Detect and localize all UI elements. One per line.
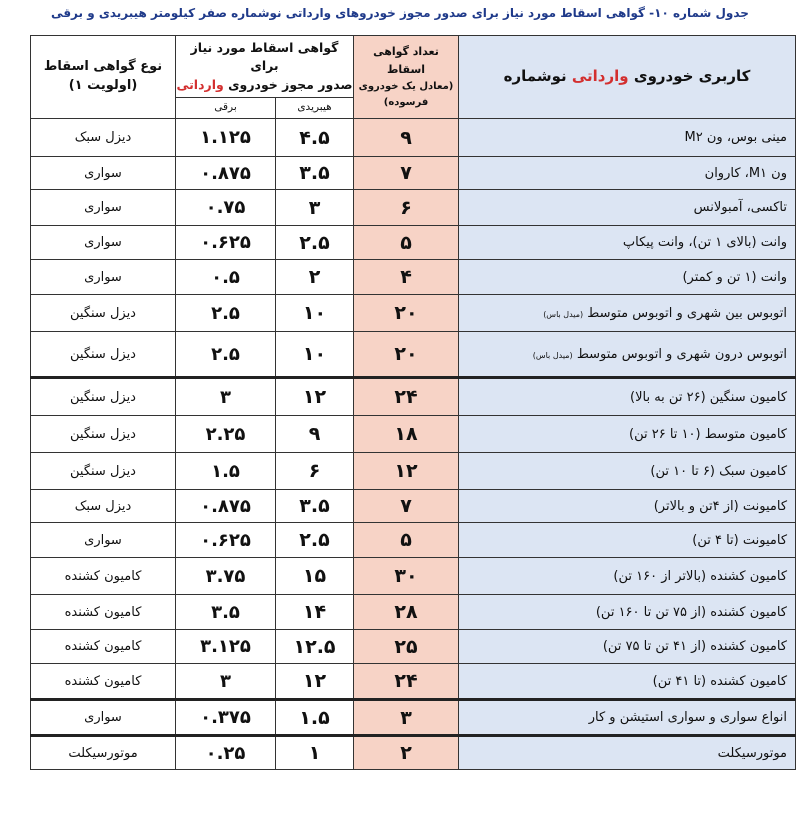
row-hybrid-text: ۲.۵ <box>299 529 330 551</box>
row-hybrid <box>276 295 354 332</box>
row-electric-text: ۰.۶۲۵ <box>200 529 251 551</box>
header-usage-suffix: نوشماره <box>503 67 572 86</box>
row-hybrid-text: ۱۴ <box>302 601 327 623</box>
row-type-text: موتورسیکلت <box>68 745 138 761</box>
row-electric-text: ۳.۵ <box>211 601 240 623</box>
row-electric <box>176 332 276 378</box>
row-type-text: سواری <box>84 269 122 285</box>
row-usage <box>459 157 796 190</box>
row-usage-text: کامیون کشنده (بالاتر از ۱۶۰ تن) <box>613 568 788 584</box>
table-caption: جدول شماره ۱۰- گواهی اسقاط مورد نیاز برای صدور مجوز خودروهای وارداتی نوشماره صفر کیلومتر هیبریدی و برقی <box>51 6 749 20</box>
row-type-text: دیزل سبک <box>74 498 132 514</box>
row-type <box>31 558 176 595</box>
row-electric-text: ۰.۳۷۵ <box>200 707 251 728</box>
row-electric-text: ۲.۵ <box>211 302 240 324</box>
table-row <box>31 595 796 630</box>
row-count <box>354 700 459 736</box>
row-electric <box>176 157 276 190</box>
scrappage-table <box>30 35 796 770</box>
row-electric <box>176 664 276 700</box>
row-type-text: کامیون کشنده <box>64 604 142 620</box>
row-electric <box>176 630 276 664</box>
row-count <box>354 119 459 157</box>
row-electric <box>176 416 276 453</box>
row-electric-text: ۲.۲۵ <box>205 423 246 445</box>
row-count <box>354 664 459 700</box>
row-count <box>354 295 459 332</box>
row-type-text: دیزل سنگین <box>70 389 136 405</box>
row-usage-text: مینی بوس، ون M۲ <box>684 130 788 145</box>
header-type-line2: (اولویت ۱) <box>68 78 138 93</box>
row-hybrid-text: ۲ <box>308 266 321 288</box>
table-row <box>31 664 796 700</box>
header-count-line3: فرسوده) <box>383 96 429 108</box>
row-hybrid-text: ۱۰ <box>302 302 327 324</box>
row-count-text: ۲۴ <box>394 670 418 692</box>
row-type-text: دیزل سبک <box>74 130 132 145</box>
row-type <box>31 119 176 157</box>
table-row <box>31 453 796 490</box>
row-usage <box>459 295 796 332</box>
row-count <box>354 332 459 378</box>
row-count-text: ۲۵ <box>394 635 418 658</box>
header-hybrid: هیبریدی <box>276 98 354 119</box>
row-type <box>31 700 176 736</box>
row-usage <box>459 664 796 700</box>
row-usage-text: اتوبوس درون شهری و اتوبوس متوسط <box>576 346 788 362</box>
row-usage <box>459 378 796 416</box>
row-hybrid <box>276 226 354 260</box>
row-hybrid <box>276 736 354 770</box>
row-hybrid <box>276 157 354 190</box>
row-hybrid <box>276 523 354 558</box>
row-type-text: سواری <box>84 235 122 250</box>
header-type-line1: نوع گواهی اسقاط <box>43 59 163 75</box>
row-electric <box>176 700 276 736</box>
row-hybrid <box>276 190 354 226</box>
row-usage <box>459 416 796 453</box>
row-electric <box>176 378 276 416</box>
table-row <box>31 226 796 260</box>
row-hybrid <box>276 332 354 378</box>
row-electric-text: ۳.۱۲۵ <box>200 636 251 657</box>
table-row <box>31 332 796 378</box>
header-offset <box>176 36 354 98</box>
row-count <box>354 157 459 190</box>
row-electric <box>176 736 276 770</box>
table-body <box>31 119 796 770</box>
row-electric-text: ۰.۵ <box>211 266 240 288</box>
row-count-text: ۶ <box>400 196 412 219</box>
header-count-line1: تعداد گواهی اسقاط <box>373 45 439 76</box>
row-usage <box>459 630 796 664</box>
row-type-text: کامیون کشنده <box>64 673 142 689</box>
row-count-text: ۳ <box>400 706 412 729</box>
row-usage <box>459 595 796 630</box>
row-hybrid <box>276 630 354 664</box>
row-electric-text: ۳.۷۵ <box>205 565 246 587</box>
row-type-text: دیزل سنگین <box>70 463 136 479</box>
row-count-text: ۲۸ <box>394 601 418 623</box>
table-row <box>31 523 796 558</box>
row-type <box>31 226 176 260</box>
row-hybrid <box>276 453 354 490</box>
row-type-text: کامیون کشنده <box>64 639 142 654</box>
row-usage <box>459 226 796 260</box>
row-count-text: ۷ <box>400 495 412 517</box>
row-type <box>31 490 176 523</box>
row-hybrid <box>276 260 354 295</box>
row-type <box>31 664 176 700</box>
row-electric-text: ۰.۸۷۵ <box>200 162 251 184</box>
table-row <box>31 700 796 736</box>
row-count <box>354 736 459 770</box>
row-count-text: ۵ <box>400 231 412 254</box>
row-type <box>31 630 176 664</box>
row-hybrid-text: ۲.۵ <box>299 231 330 254</box>
row-electric-text: ۰.۲۵ <box>205 742 246 764</box>
row-count-text: ۲ <box>400 742 412 764</box>
row-usage-text: کامیونت (تا ۴ تن) <box>692 532 788 548</box>
row-usage <box>459 119 796 157</box>
table-row <box>31 157 796 190</box>
table-row <box>31 630 796 664</box>
row-type-text: دیزل سنگین <box>70 426 136 442</box>
row-count <box>354 260 459 295</box>
header-type <box>31 36 176 119</box>
row-hybrid <box>276 664 354 700</box>
row-usage-text: ون M۱، کاروان <box>704 165 788 181</box>
header-usage <box>459 36 796 119</box>
row-count-text: ۵ <box>400 529 412 551</box>
row-usage <box>459 190 796 226</box>
row-usage-text: کامیون سنگین (۲۶ تن به بالا) <box>630 389 788 405</box>
row-usage-text: انواع سواری و سواری استیشن و کار <box>588 710 788 725</box>
header-count <box>354 36 459 119</box>
row-count <box>354 523 459 558</box>
row-electric-text: ۲.۵ <box>211 343 240 365</box>
row-electric <box>176 295 276 332</box>
row-count <box>354 630 459 664</box>
header-offset-highlight: وارداتی <box>176 76 224 92</box>
row-electric <box>176 595 276 630</box>
row-usage <box>459 490 796 523</box>
row-count <box>354 416 459 453</box>
table-row <box>31 119 796 157</box>
table-row <box>31 736 796 770</box>
row-type <box>31 523 176 558</box>
row-count <box>354 226 459 260</box>
row-usage-text: وانت (۱ تن و کمتر) <box>682 269 788 285</box>
row-hybrid-text: ۳.۵ <box>299 162 330 184</box>
table-row <box>31 378 796 416</box>
header-offset-line1: گواهی اسقاط مورد نیاز برای <box>190 40 339 74</box>
row-electric-text: ۳ <box>220 670 231 692</box>
row-count <box>354 595 459 630</box>
row-hybrid <box>276 378 354 416</box>
row-electric <box>176 490 276 523</box>
row-count-text: ۲۰ <box>394 343 418 365</box>
row-hybrid-text: ۹ <box>308 423 321 445</box>
row-hybrid-text: ۱۰ <box>302 343 327 365</box>
row-usage-text: کامیون متوسط (۱۰ تا ۲۶ تن) <box>629 426 788 442</box>
table-row <box>31 260 796 295</box>
row-type-text: سواری <box>84 200 122 215</box>
row-count-text: ۲۰ <box>394 302 418 324</box>
row-hybrid-text: ۱.۵ <box>299 706 330 729</box>
row-count-text: ۷ <box>400 162 412 184</box>
row-hybrid <box>276 595 354 630</box>
row-electric-text: ۱.۵ <box>211 460 240 482</box>
row-count-text: ۹ <box>400 126 412 149</box>
row-hybrid-text: ۳ <box>308 196 321 219</box>
row-usage <box>459 453 796 490</box>
row-type-text: کامیون کشنده <box>64 568 142 584</box>
row-hybrid <box>276 416 354 453</box>
row-hybrid-text: ۱۲.۵ <box>293 635 336 658</box>
row-usage-text: کامیون کشنده (از ۷۵ تن تا ۱۶۰ تن) <box>595 604 788 620</box>
row-usage-text: اتوبوس بین شهری و اتوبوس متوسط <box>587 305 788 321</box>
row-usage-text: کامیون سبک (۶ تا ۱۰ تن) <box>650 463 788 479</box>
row-hybrid <box>276 558 354 595</box>
row-count-text: ۴ <box>400 266 412 288</box>
row-electric <box>176 453 276 490</box>
row-count <box>354 190 459 226</box>
table-row <box>31 490 796 523</box>
row-type <box>31 157 176 190</box>
row-type <box>31 260 176 295</box>
row-type <box>31 736 176 770</box>
row-usage <box>459 260 796 295</box>
row-electric-text: ۰.۸۷۵ <box>200 495 251 517</box>
row-usage-text: کامیون کشنده (تا ۴۱ تن) <box>652 673 788 689</box>
row-usage <box>459 523 796 558</box>
row-electric <box>176 558 276 595</box>
row-type-text: دیزل سنگین <box>70 346 136 362</box>
row-usage-note: (میدل باس) <box>532 350 573 360</box>
header-offset-line2: صدور مجوز خودروی <box>223 76 353 92</box>
row-count-text: ۱۸ <box>394 423 418 445</box>
table-row <box>31 295 796 332</box>
row-type-text: سواری <box>84 710 122 725</box>
row-type <box>31 378 176 416</box>
row-usage <box>459 332 796 378</box>
row-type <box>31 453 176 490</box>
row-hybrid-text: ۱۲ <box>302 670 327 692</box>
row-hybrid-text: ۳.۵ <box>299 495 330 517</box>
header-usage-prefix: کاربری خودروی <box>628 67 751 86</box>
row-type <box>31 595 176 630</box>
row-hybrid <box>276 490 354 523</box>
row-type-text: دیزل سنگین <box>70 305 136 321</box>
row-usage <box>459 736 796 770</box>
row-hybrid-text: ۱ <box>308 742 321 764</box>
header-usage-highlight: وارداتی <box>571 67 629 86</box>
row-type <box>31 332 176 378</box>
row-count <box>354 558 459 595</box>
row-electric-text: ۰.۷۵ <box>205 197 246 218</box>
row-hybrid <box>276 700 354 736</box>
row-count-text: ۲۴ <box>394 386 418 408</box>
row-usage-text: کامیون کشنده (از ۴۱ تن تا ۷۵ تن) <box>602 639 788 654</box>
row-electric <box>176 226 276 260</box>
row-hybrid-text: ۶ <box>308 460 321 482</box>
table-row <box>31 558 796 595</box>
row-electric <box>176 190 276 226</box>
row-electric <box>176 260 276 295</box>
header-count-line2: (معادل یک خودروی <box>358 80 454 92</box>
row-electric <box>176 119 276 157</box>
row-type <box>31 416 176 453</box>
row-type <box>31 190 176 226</box>
row-electric <box>176 523 276 558</box>
row-count-text: ۱۲ <box>394 460 418 482</box>
row-count <box>354 490 459 523</box>
header-electric: برقی <box>176 98 276 119</box>
row-usage-text: تاکسی، آمبولانس <box>693 200 788 215</box>
table-row <box>31 416 796 453</box>
row-usage <box>459 558 796 595</box>
row-count <box>354 378 459 416</box>
row-usage-note: (میدل باس) <box>543 309 584 319</box>
row-hybrid-text: ۱۵ <box>302 565 327 587</box>
row-type-text: سواری <box>84 532 122 548</box>
row-usage-text: موتورسیکلت <box>717 745 788 761</box>
row-hybrid-text: ۱۲ <box>302 386 327 408</box>
row-count <box>354 453 459 490</box>
row-type-text: سواری <box>84 165 122 181</box>
row-electric-text: ۱.۱۲۵ <box>200 127 251 148</box>
row-electric-text: ۳ <box>220 386 231 408</box>
row-count-text: ۳۰ <box>394 565 418 587</box>
row-type <box>31 295 176 332</box>
table-row <box>31 190 796 226</box>
row-hybrid <box>276 119 354 157</box>
row-electric-text: ۰.۶۲۵ <box>200 232 251 253</box>
row-usage-text: کامیونت (از ۴تن و بالاتر) <box>653 498 788 514</box>
row-usage-text: وانت (بالای ۱ تن)، وانت پیکاپ <box>622 235 788 250</box>
row-usage <box>459 700 796 736</box>
row-hybrid-text: ۴.۵ <box>299 126 330 149</box>
